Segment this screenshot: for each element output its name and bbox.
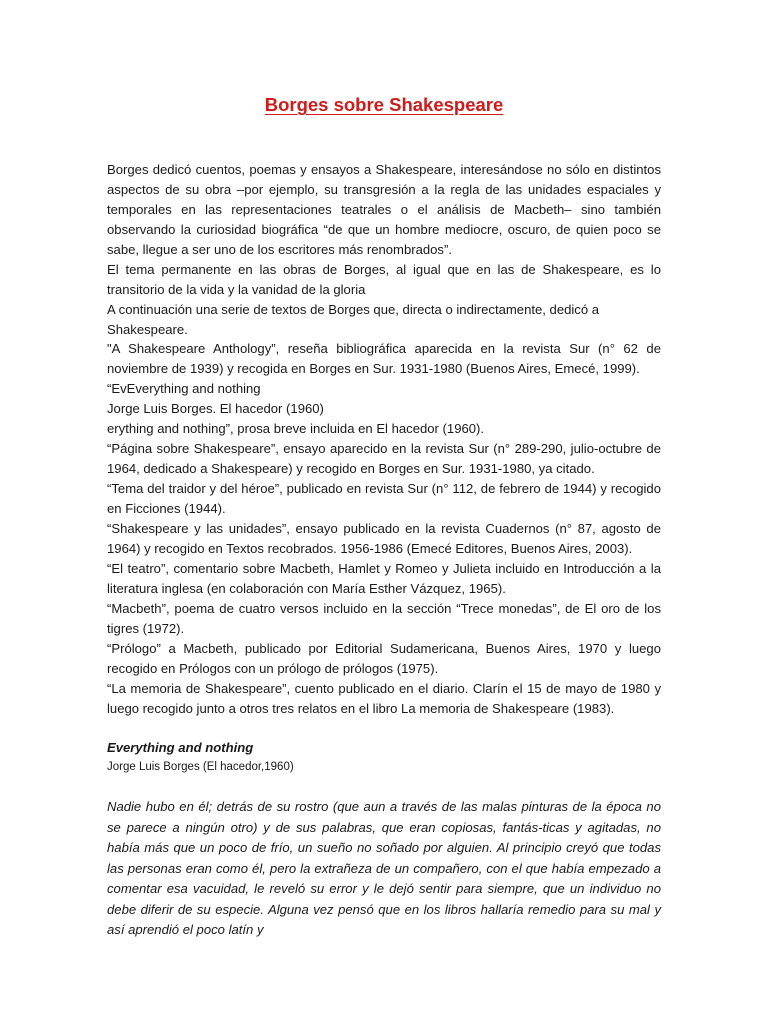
works-item: “La memoria de Shakespeare”, cuento publicado en el diario. Clarín el 15 de mayo de 1980 y luego recogido junto a otros tres relatos en el libro La memoria de Shakespeare (1983). [107, 681, 661, 716]
works-item: "A Shakespeare Anthology”, reseña bibliográfica aparecida en la revista Sur (n° 62 de noviembre de 1939) y recogida en Borges en Sur. 1931-1980 (Buenos Aires, Emecé, 1999). [107, 341, 661, 376]
intro-paragraph: El tema permanente en las obras de Borges, al igual que en las de Shakespeare, es lo transitorio de la vida y la vanidad de la gloria [107, 262, 661, 297]
works-item: “EvEverything and nothing [107, 381, 261, 396]
works-item: “El teatro”, comentario sobre Macbeth, Hamlet y Romeo y Julieta incluido en Introducción a la literatura inglesa (en colaboración con María Esther Vázquez, 1965). [107, 561, 661, 596]
intro-section [107, 160, 661, 340]
works-item: “Tema del traidor y del héroe”, publicado en revista Sur (n° 112, de febrero de 1944) y recogido en Ficciones (1944). [107, 481, 661, 516]
works-item: erything and nothing”, prosa breve incluida en El hacedor (1960). [107, 421, 485, 436]
section-body [107, 797, 661, 941]
section-body-paragraph: Nadie hubo en él; detrás de su rostro (que aun a través de las malas pinturas de la época no se parece a ningún otro) y de sus palabras, que eran copiosas, fantás-ticas y agitadas, no había más que un poco de frío, un sueño no soñado por alguien. Al principio creyó que todas las personas eran como él, pero la extrañeza de un compañero, con el que había empezado a comentar esa vacuidad, le reveló su error y le dejó sentir para siempre, que un individuo no debe diferir de su especie. Alguna vez pensó que en los libros hallaría remedio para su mal y así aprendió el poco latín y [107, 799, 661, 937]
section-subtitle: Jorge Luis Borges (El hacedor,1960) [107, 761, 294, 773]
works-item: Jorge Luis Borges. El hacedor (1960) [107, 401, 324, 416]
works-item: “Macbeth”, poema de cuatro versos incluido en la sección “Trece monedas”, de El oro de los tigres (1972). [107, 601, 661, 636]
page-title: Borges sobre Shakespeare [264, 94, 504, 115]
section-title: Everything and nothing [107, 740, 254, 755]
works-item: “Prólogo” a Macbeth, publicado por Editorial Sudamericana, Buenos Aires, 1970 y luego recogido en Prólogos con un prólogo de prólogos (1975). [107, 641, 661, 676]
works-item: “Shakespeare y las unidades”, ensayo publicado en la revista Cuadernos (n° 87, agosto de 1964) y recogido en Textos recobrados. 1956-1986 (Emecé Editores, Buenos Aires, 2003). [107, 521, 661, 556]
works-item: “Página sobre Shakespeare”, ensayo aparecido en la revista Sur (n° 289-290, julio-octubre de 1964, dedicado a Shakespeare) y recogido en Borges en Sur. 1931-1980, ya citado. [107, 441, 661, 476]
intro-paragraph: Borges dedicó cuentos, poemas y ensayos a Shakespeare, interesándose no sólo en distintos aspectos de su obra –por ejemplo, su transgresión a la regla de las unidades espaciales y temporales en las representaciones teatrales o el análisis de Macbeth– sino también observando la curiosidad biográfica “de que un hombre mediocre, oscuro, de quien poco se sabe, llegue a ser uno de los escritores más renombrados”. [107, 162, 661, 257]
works-list [107, 339, 661, 719]
intro-paragraph: A continuación una serie de textos de Borges que, directa o indirectamente, dedicó a Shakespeare. [107, 302, 600, 337]
